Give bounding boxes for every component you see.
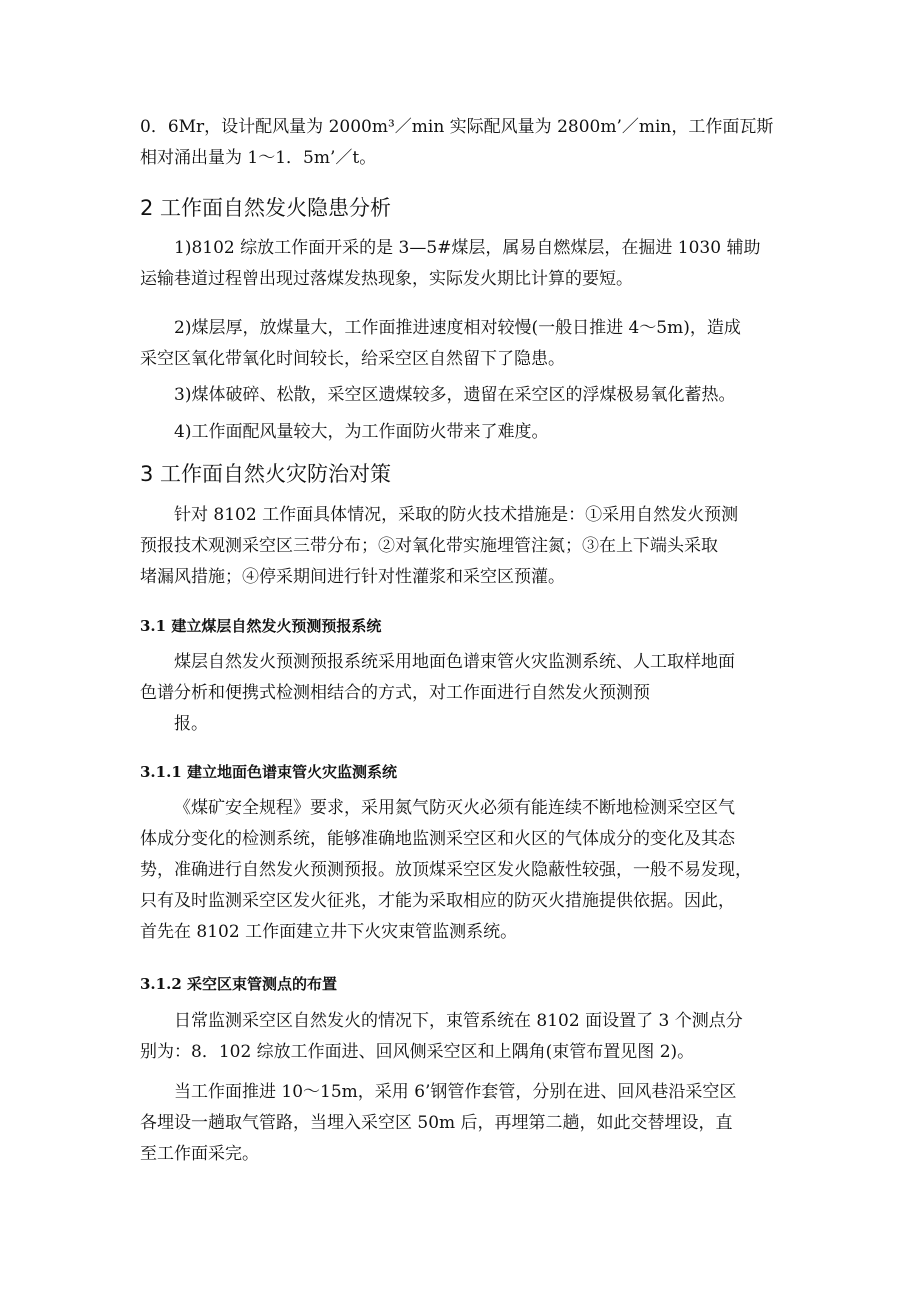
text-line: 色谱分析和便携式检测相结合的方式，对工作面进行自然发火预测预 (140, 683, 650, 703)
subsection-heading-3-1-1: 3.1.1 建立地面色谱束管火灾监测系统 (140, 763, 397, 781)
paragraph-countermeasures (140, 500, 780, 593)
paragraph-monitoring-system (140, 793, 780, 948)
text-line: 体成分变化的检测系统，能够准确地监测采空区和火区的气体成分的变化及其态 (140, 829, 735, 849)
text-line: 各埋设一趟取气管路，当埋入采空区 50m 后，再埋第二趟，如此交替埋设，直 (140, 1113, 733, 1133)
text-line: 运输巷道过程曾出现过落煤发热现象，实际发火期比计算的要短。 (140, 269, 633, 289)
paragraph-hazard-2 (140, 313, 780, 375)
paragraph-prediction-system (140, 647, 780, 740)
text-line: 3)煤体破碎、松散，采空区遗煤较多，遗留在采空区的浮煤极易氧化蓄热。 (174, 385, 736, 405)
text-line: 2)煤层厚，放煤量大，工作面推进速度相对较慢(一般日推进 4～5m)，造成 (174, 318, 741, 338)
section-heading-3: 3 工作面自然火灾防治对策 (140, 462, 392, 486)
text-line: 只有及时监测采空区发火征兆，才能为采取相应的防灭火措施提供依据。因此， (140, 891, 735, 911)
paragraph-pipe-laying (140, 1077, 780, 1170)
text-line: 预报技术观测采空区三带分布；②对氧化带实施埋管注氮；③在上下端头采取 (140, 536, 718, 556)
paragraph-ventilation-data (140, 112, 780, 174)
section-heading-2: 2 工作面自然发火隐患分析 (140, 196, 392, 220)
paragraph-measuring-points (140, 1006, 780, 1068)
text-line: 日常监测采空区自然发火的情况下，束管系统在 8102 面设置了 3 个测点分 (174, 1011, 743, 1031)
paragraph-hazard-4 (140, 417, 780, 448)
text-line: 报。 (174, 714, 208, 734)
text-line: 针对 8102 工作面具体情况，采取的防火技术措施是：①采用自然发火预测 (174, 505, 739, 525)
text-line: 堵漏风措施；④停采期间进行针对性灌浆和采空区预灌。 (140, 567, 565, 587)
text-line: 首先在 8102 工作面建立井下火灾束管监测系统。 (140, 922, 518, 942)
text-line: 4)工作面配风量较大，为工作面防火带来了难度。 (174, 422, 549, 442)
text-line: 采空区氧化带氧化时间较长，给采空区自然留下了隐患。 (140, 349, 565, 369)
text-line: 至工作面采完。 (140, 1144, 259, 1164)
text-line: 0．6Mr，设计配风量为 2000m³／min 实际配风量为 2800m’／min，工作面瓦斯 (140, 117, 774, 137)
text-line: 煤层自然发火预测预报系统采用地面色谱束管火灾监测系统、人工取样地面 (174, 652, 735, 672)
text-line: 1)8102 综放工作面开采的是 3—5#煤层，属易自燃煤层，在掘进 1030 辅助 (174, 238, 761, 258)
text-line: 别为：8．102 综放工作面进、回风侧采空区和上隅角(束管布置见图 2)。 (140, 1042, 695, 1062)
paragraph-hazard-3 (140, 380, 780, 411)
text-line: 《煤矿安全规程》要求，采用氮气防灭火必须有能连续不断地检测采空区气 (174, 798, 735, 818)
text-line: 势，准确进行自然发火预测预报。放顶煤采空区发火隐蔽性较强，一般不易发现， (140, 860, 752, 880)
subsection-heading-3-1: 3.1 建立煤层自然发火预测预报系统 (140, 617, 382, 635)
text-line: 相对涌出量为 1～1．5m’／t。 (140, 148, 377, 168)
subsection-heading-3-1-2: 3.1.2 采空区束管测点的布置 (140, 975, 337, 993)
paragraph-hazard-1 (140, 233, 780, 295)
text-line: 当工作面推进 10～15m，采用 6’钢管作套管，分别在进、回风巷沿采空区 (174, 1082, 737, 1102)
